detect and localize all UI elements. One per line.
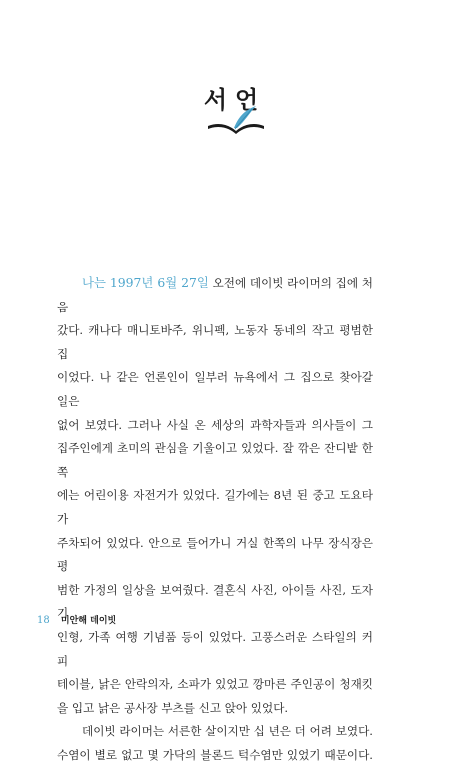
page-footer xyxy=(37,613,116,626)
chapter-title: 서언 xyxy=(203,85,267,114)
line: 수염이 별로 없고 몇 가닥의 블론드 턱수염만 있었기 때문이다. xyxy=(57,747,373,762)
paragraph-2 xyxy=(57,720,373,767)
line: 테이블, 낡은 안락의자, 소파가 있었고 깡마른 주인공이 청재킷 xyxy=(57,677,373,692)
line: 집주인에게 초미의 관심을 기울이고 있었다. 잘 깎은 잔디밭 한쪽 xyxy=(57,441,373,479)
line: 범한 가정의 일상을 보여줬다. 결혼식 사진, 아이들 사진, 도자기 xyxy=(57,582,373,621)
lead-date: 나는 1997년 6월 27일 xyxy=(82,275,209,290)
line: 나는 1997년 6월 27일 오전에 데이빗 라이머의 집에 처음 xyxy=(57,275,373,314)
line: 에는 어린이용 자전거가 있었다. 길가에는 8년 된 중고 도요타가 xyxy=(57,488,373,526)
page-number: 18 xyxy=(37,615,50,626)
body-text xyxy=(57,271,373,767)
line: 이었다. 나 같은 언론인이 일부러 뉴욕에서 그 집으로 찾아갈 일은 xyxy=(57,370,373,408)
line: 을 입고 낡은 공사장 부츠를 신고 앉아 있었다. xyxy=(57,700,289,715)
line: 없어 보였다. 그러나 사실 온 세상의 과학자들과 의사들이 그 xyxy=(57,417,373,432)
line: 인형, 가족 여행 기념품 등이 있었다. 고풍스러운 스타일의 커피 xyxy=(57,629,373,668)
line: 주차되어 있었다. 안으로 들어가니 거실 한쪽의 나무 장식장은 평 xyxy=(57,535,373,574)
line: 데이빗 라이머는 서른한 살이지만 십 년은 더 어려 보였다. xyxy=(82,724,373,739)
line: 갔다. 캐나다 매니토바주, 위니펙, 노동자 동네의 작고 평범한 집 xyxy=(57,323,373,361)
book-title: 미안해 데이빗 xyxy=(60,616,117,626)
paragraph-1 xyxy=(57,271,373,720)
quill-and-book-icon xyxy=(204,104,268,138)
